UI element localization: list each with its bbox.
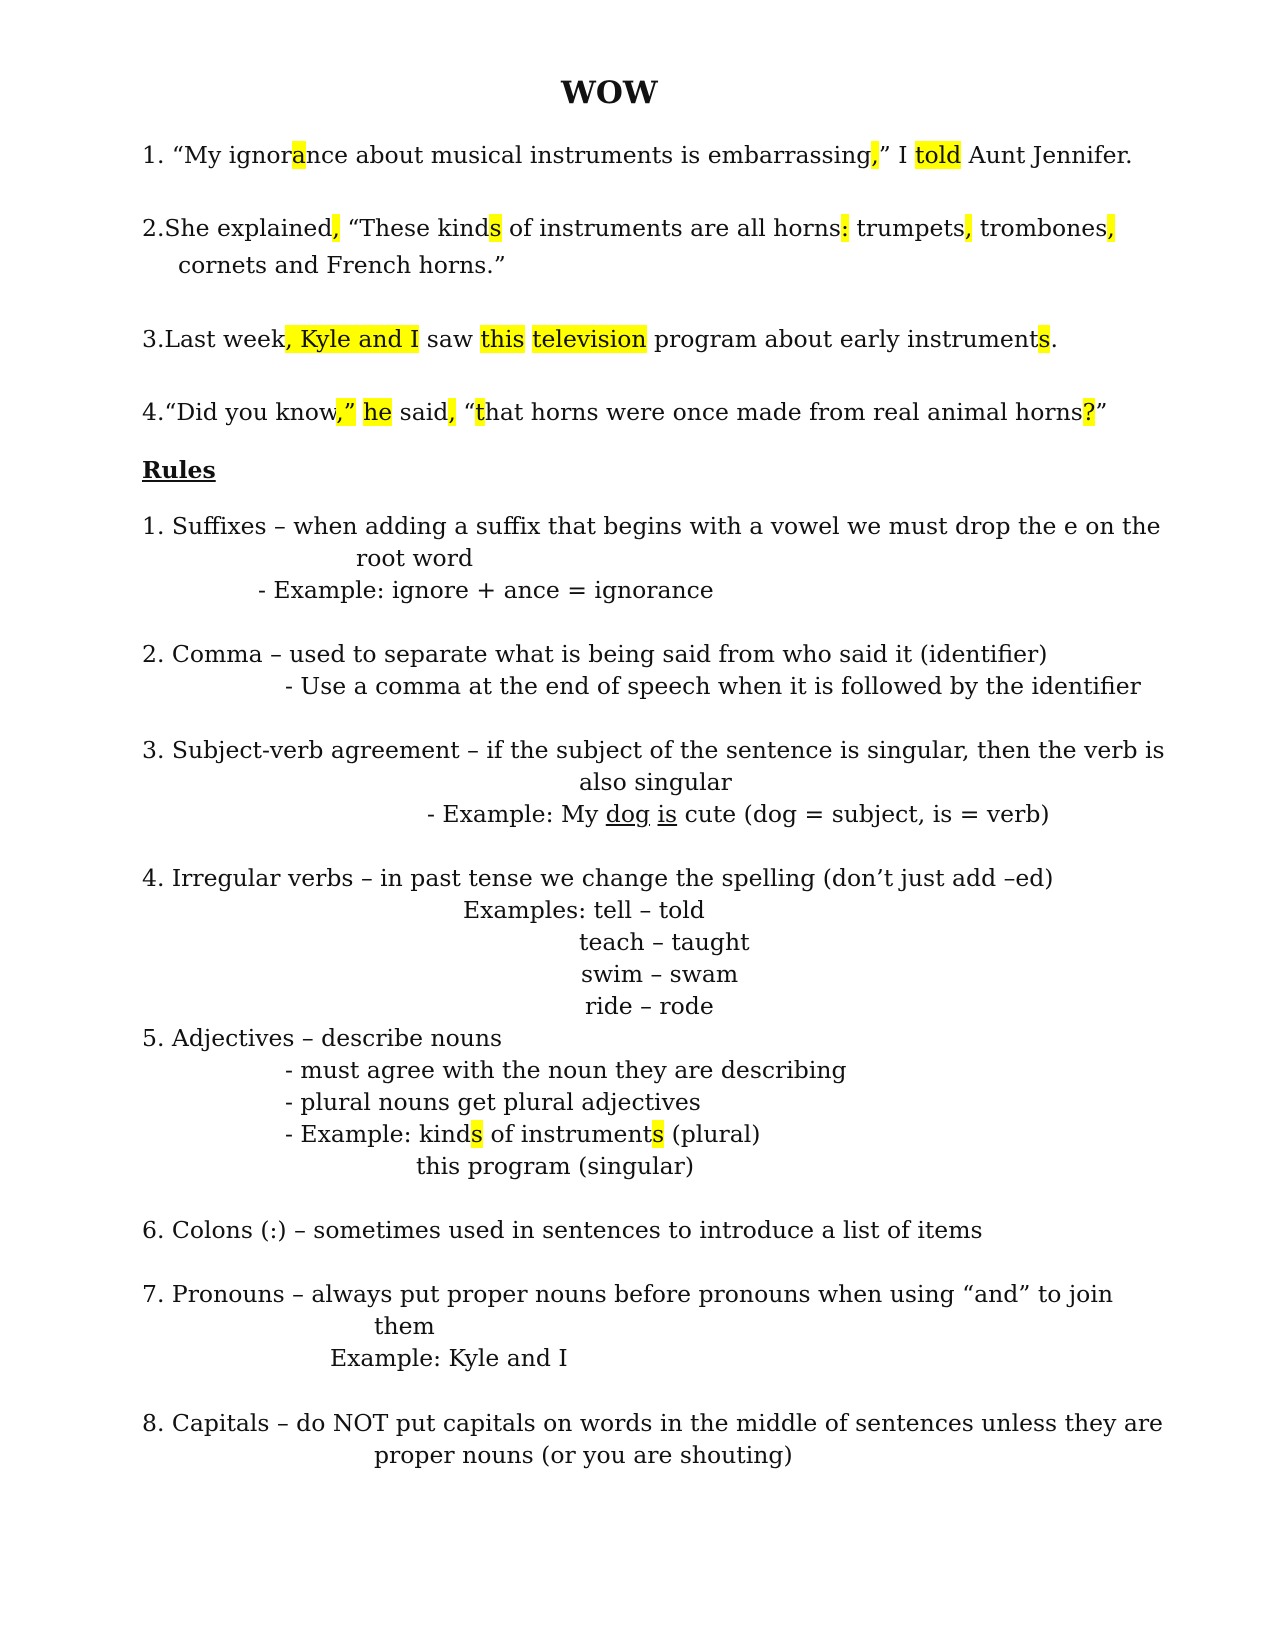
highlighted-correction: , [332,214,340,242]
rule-1-example: - Example: ignore + ance = ignorance [258,576,714,604]
highlighted-correction: s [652,1120,665,1148]
text-run: (plural) [664,1120,761,1148]
rule-5-example [285,1121,760,1148]
text-run: 3.Last week [142,325,286,353]
text-run: cute (dog = subject, is = verb) [677,800,1050,828]
highlighted-correction: ,” [336,398,356,426]
text-run: trombones [972,214,1108,242]
text-run: hat horns were once made from real animal horns [484,398,1083,426]
text-run [525,325,532,353]
rule-4-line-1: 4. Irregular verbs – in past tense we change the spelling (don’t just add –ed) [142,864,1054,892]
highlighted-correction: : [840,214,849,242]
text-run: of instruments are all horns [501,214,841,242]
text-run: 4.“Did you know [142,398,337,426]
rule-1-line-1: 1. Suffixes – when adding a suffix that begins with a vowel we must drop the e on the [142,512,1161,540]
text-run: “ [455,398,476,426]
sentence-3 [142,326,1058,353]
rule-4-example-2: teach – taught [579,928,750,956]
rule-5-line-1: 5. Adjectives – describe nouns [142,1024,503,1052]
highlighted-correction: s [1038,325,1051,353]
rule-2-line-2: - Use a comma at the end of speech when it is followed by the identifier [285,672,1141,700]
text-run: program about early instrument [646,325,1039,353]
highlighted-correction: , Kyle and I [285,325,420,353]
rule-3-example [427,801,1050,828]
rule-3-line-2: also singular [579,768,732,796]
rule-8-line-1: 8. Capitals – do NOT put capitals on words in the middle of sentences unless they are [142,1409,1163,1437]
text-run: “These kind [339,214,490,242]
rule-3-line-1: 3. Subject-verb agreement – if the subject of the sentence is singular, then the verb is [142,736,1165,764]
text-run: nce about musical instruments is embarrassing [305,141,872,169]
rule-8-line-2: proper nouns (or you are shouting) [374,1441,793,1469]
sentence-2-line-2: cornets and French horns.” [178,251,506,279]
text-run: ” I [878,141,916,169]
rule-4-example-3: swim – swam [581,960,739,988]
rule-6-line-1: 6. Colons (:) – sometimes used in sentences to introduce a list of items [142,1216,983,1244]
sentence-1 [142,142,1133,169]
rule-4-example-4: ride – rode [585,992,714,1020]
highlighted-correction: , [448,398,456,426]
text-run: 1. “My ignor [142,141,292,169]
text-run: - Example: kind [285,1120,471,1148]
highlighted-correction: , [1107,214,1115,242]
underlined-subject: dog [605,800,651,828]
highlighted-correction: t [475,398,485,426]
text-run: Aunt Jennifer. [961,141,1133,169]
sentence-4 [142,399,1107,426]
rule-5-example-2: this program (singular) [416,1152,695,1180]
rule-4-example-1: Examples: tell – told [463,896,705,924]
highlighted-correction: , [964,214,973,242]
highlighted-correction: ? [1082,398,1096,426]
text-run: of instrument [482,1120,653,1148]
text-run [650,800,657,828]
sentence-2-line-1 [142,215,1115,242]
rules-heading: Rules [142,456,216,484]
text-run: . [1050,325,1058,353]
rule-2-line-1: 2. Comma – used to separate what is being said from who said it (identifier) [142,640,1048,668]
highlighted-correction: , [871,141,879,169]
rule-5-line-3: - plural nouns get plural adjectives [285,1088,701,1116]
page-title: WOW [561,75,658,111]
rule-1-line-2: root word [356,544,473,572]
highlighted-correction: this [480,325,525,353]
highlighted-correction: s [470,1120,483,1148]
highlighted-correction: told [915,141,962,169]
highlighted-correction: he [363,398,393,426]
highlighted-correction: s [489,214,502,242]
highlighted-correction: a [291,141,306,169]
rule-7-line-2: them [374,1312,435,1340]
text-run: ” [1095,398,1108,426]
rule-5-line-2: - must agree with the noun they are describing [285,1056,847,1084]
text-run: 2.She explained [142,214,333,242]
underlined-verb: is [657,800,678,828]
highlighted-correction: television [532,325,647,353]
text-run: trumpets [848,214,965,242]
text-run: said [392,398,449,426]
text-run: - Example: My [427,800,606,828]
rule-7-example: Example: Kyle and I [330,1344,568,1372]
rule-7-line-1: 7. Pronouns – always put proper nouns before pronouns when using “and” to join [142,1280,1113,1308]
text-run: saw [419,325,481,353]
